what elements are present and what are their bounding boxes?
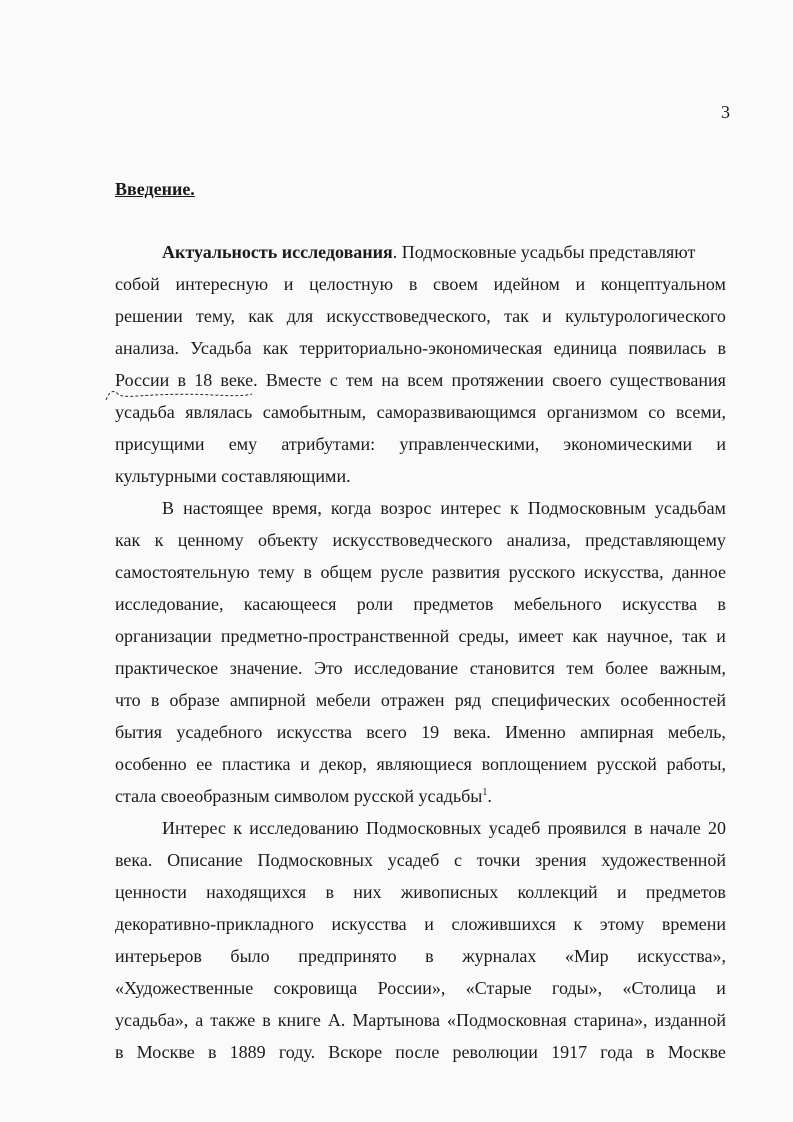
section-heading: Введение. — [115, 179, 195, 199]
word: и — [424, 914, 434, 934]
word: в — [262, 1010, 271, 1030]
word: века. — [115, 850, 153, 870]
word: «Художественные — [115, 978, 254, 998]
word: управленческими, — [399, 434, 540, 454]
word: а — [195, 1010, 204, 1030]
word: со — [648, 402, 666, 422]
word: веке. — [220, 370, 258, 390]
word: саморазвивающимся — [376, 402, 537, 422]
word: в — [303, 562, 312, 582]
word: «Подмосковная — [447, 1010, 567, 1030]
word: образе — [169, 690, 220, 710]
word: предпринято — [298, 946, 397, 966]
word: искусствоведческого, — [326, 306, 491, 326]
word: ампирная — [580, 722, 654, 742]
word: всего — [366, 722, 407, 742]
word: среды, — [458, 626, 509, 646]
word: экономическими — [563, 434, 693, 454]
word: искусствоведческого — [332, 530, 493, 550]
word: них — [353, 882, 382, 902]
word: являлась — [185, 402, 253, 422]
word: к — [510, 498, 519, 518]
paragraph — [115, 812, 726, 1068]
text-line — [115, 684, 726, 716]
word: искусства — [276, 722, 352, 742]
word: 1889 — [229, 1042, 266, 1062]
word: 1917 — [551, 1042, 588, 1062]
word: русле — [380, 562, 424, 582]
word: живописных — [400, 882, 499, 902]
word: становится — [469, 658, 555, 678]
word: особенно — [115, 754, 187, 774]
word: предметов — [413, 594, 494, 614]
word: «Столица — [622, 978, 696, 998]
text-line — [115, 1004, 726, 1036]
word: декоративно-прикладного — [115, 914, 314, 934]
word: интерес — [440, 498, 501, 518]
word: революции — [452, 1042, 538, 1062]
word: также — [210, 1010, 256, 1030]
word: усадьбам — [654, 498, 726, 518]
word: так — [682, 626, 708, 646]
word: изданной — [654, 1010, 726, 1030]
word: и — [575, 274, 586, 294]
word: являющиеся — [376, 754, 472, 774]
word: анализа, — [506, 530, 571, 550]
word: стала своеобразным символом русской усадьбы$^1$. — [115, 780, 497, 812]
word: «Мир — [565, 946, 609, 966]
word: для — [286, 306, 314, 326]
word: культурными составляющими. — [115, 466, 351, 486]
word: русской — [596, 754, 657, 774]
text-line — [115, 972, 726, 1004]
word: когда — [330, 498, 372, 518]
text-line — [115, 396, 726, 428]
word: Подмосковным — [527, 498, 646, 518]
word: и — [716, 434, 726, 454]
word: усадеб — [387, 850, 440, 870]
word: исследование — [354, 658, 459, 678]
word: и — [542, 306, 552, 326]
word: в — [325, 882, 334, 902]
text-line — [115, 780, 726, 812]
word: декор, — [319, 754, 367, 774]
word: как — [262, 338, 289, 358]
word: Москве — [136, 1042, 195, 1062]
text-line — [115, 268, 726, 300]
word: в — [717, 338, 726, 358]
word: ценности — [115, 882, 187, 902]
text-line — [115, 716, 726, 748]
word: времени — [661, 914, 726, 934]
word: «Старые — [465, 978, 532, 998]
word: воплощением — [481, 754, 588, 774]
word: предметов — [645, 882, 726, 902]
word: года — [600, 1042, 633, 1062]
word: с — [329, 370, 338, 390]
word: бытия — [115, 722, 163, 742]
word: России», — [377, 978, 446, 998]
word: как — [248, 306, 274, 326]
word: представляющему — [585, 530, 726, 550]
word: анализа. — [115, 338, 179, 358]
word: 19 — [421, 722, 440, 742]
word: годы», — [552, 978, 603, 998]
word: отражен — [380, 690, 445, 710]
word: в — [633, 818, 643, 838]
text-line — [115, 236, 726, 268]
word: году. — [278, 1042, 316, 1062]
word: Это — [314, 658, 343, 678]
word: в — [408, 274, 418, 294]
text-line — [115, 908, 726, 940]
word: как — [572, 626, 598, 646]
word: своего — [552, 370, 602, 390]
text-line — [115, 620, 726, 652]
word: Подмосковных — [257, 850, 374, 870]
word: территориально-экономическая — [299, 338, 543, 358]
word: касающееся — [243, 594, 337, 614]
word: искусства, — [583, 562, 664, 582]
word: и — [716, 978, 726, 998]
word: коллекций — [517, 882, 598, 902]
text-line — [115, 364, 726, 396]
footnote-reference[interactable]: 1 — [482, 787, 488, 798]
word: ценному — [177, 530, 244, 550]
word: научное, — [606, 626, 673, 646]
word: на — [381, 370, 400, 390]
word: А. — [327, 1010, 346, 1030]
word: находящихся — [206, 882, 307, 902]
word: и — [716, 626, 726, 646]
word: время, — [272, 498, 322, 518]
word: общем — [320, 562, 372, 582]
word: к — [233, 818, 242, 838]
word: старина», — [573, 1010, 648, 1030]
word: исследованию — [249, 818, 359, 838]
page-number: 3 — [721, 102, 730, 122]
word: особенностей — [620, 690, 726, 710]
word: работы, — [666, 754, 726, 774]
word: проявился — [547, 818, 627, 838]
word: и — [616, 882, 627, 902]
word: в — [646, 1042, 655, 1062]
word: точки — [476, 850, 521, 870]
word: данное — [672, 562, 726, 582]
word: искусства», — [637, 946, 726, 966]
word: интересную — [175, 274, 269, 294]
text-line — [115, 748, 726, 780]
word: было — [230, 946, 270, 966]
word: своем — [433, 274, 478, 294]
word: присущими — [115, 434, 205, 454]
paragraph — [115, 236, 726, 492]
word: усадьба», — [115, 1010, 189, 1030]
word: В — [162, 498, 175, 518]
word: так — [504, 306, 529, 326]
word: Москве — [667, 1042, 726, 1062]
word: в — [177, 370, 186, 390]
text-line — [115, 844, 726, 876]
word: ему — [228, 434, 258, 454]
word: века. — [453, 722, 491, 742]
word: возрос — [380, 498, 432, 518]
word: усадьба — [115, 402, 175, 422]
text-line — [115, 492, 726, 524]
word: как — [115, 530, 141, 550]
word: атрибутами: — [281, 434, 376, 454]
word: Подмосковных — [365, 818, 482, 838]
word: мебельного — [513, 594, 602, 614]
word: интерьеров — [115, 946, 202, 966]
word: искусства — [621, 594, 698, 614]
word: единица — [553, 338, 617, 358]
word: журналах — [462, 946, 537, 966]
word: 18 — [194, 370, 213, 390]
word: что — [115, 690, 141, 710]
word: сокровища — [273, 978, 358, 998]
word: в — [207, 1042, 217, 1062]
word: мебель, — [667, 722, 726, 742]
word: усадебного — [176, 722, 263, 742]
word: самостоятельную — [115, 562, 250, 582]
footnote-tail: . — [487, 786, 492, 806]
text-line — [115, 332, 726, 364]
paragraph — [115, 492, 726, 812]
word: специфических — [491, 690, 611, 710]
word: русского — [508, 562, 576, 582]
word: появилась — [628, 338, 707, 358]
word: сложившихся — [451, 914, 556, 934]
word: этому — [599, 914, 645, 934]
text-line — [115, 556, 726, 588]
word: идейном — [493, 274, 560, 294]
word: всем — [407, 370, 444, 390]
word: Именно — [505, 722, 566, 742]
text-line — [115, 460, 726, 492]
word: имеет — [518, 626, 564, 646]
word: в — [425, 946, 434, 966]
text-line — [115, 428, 726, 460]
word: решении — [115, 306, 183, 326]
text-line — [115, 588, 726, 620]
word: Мартынова — [352, 1010, 440, 1030]
body-text — [115, 236, 726, 1068]
word: тему — [258, 562, 295, 582]
word: Усадьба — [190, 338, 252, 358]
word: книге — [277, 1010, 321, 1030]
word: и — [283, 274, 294, 294]
word: развития — [432, 562, 501, 582]
word: Интерес — [162, 818, 226, 838]
word: культурологического — [565, 306, 726, 326]
word: мебели — [315, 690, 371, 710]
word: Вскоре — [328, 1042, 383, 1062]
word: организации — [115, 626, 212, 646]
text-line — [115, 524, 726, 556]
word: тему, — [196, 306, 235, 326]
word: в — [150, 690, 160, 710]
word: существования — [609, 370, 726, 390]
word: к — [154, 530, 164, 550]
word: начале — [649, 818, 701, 838]
word: зрения — [534, 850, 587, 870]
word: художественной — [601, 850, 726, 870]
word: значение. — [229, 658, 303, 678]
word: объекту — [257, 530, 319, 550]
word: целостную — [309, 274, 394, 294]
word: 20 — [707, 818, 726, 838]
text-line — [115, 300, 726, 332]
word: более — [605, 658, 649, 678]
word: тем — [566, 658, 594, 678]
text-line — [115, 940, 726, 972]
text-line — [115, 876, 726, 908]
word: исследование, — [115, 594, 224, 614]
word: пластика — [221, 754, 291, 774]
word: самобытным, — [262, 402, 367, 422]
word: Актуальность исследования — [162, 242, 393, 262]
word: концептуальном — [600, 274, 726, 294]
word: практическое — [115, 658, 219, 678]
word: роли — [356, 594, 394, 614]
text-line — [115, 812, 726, 844]
word: ее — [196, 754, 213, 774]
word: искусства — [331, 914, 407, 934]
word: в — [115, 1042, 124, 1062]
word: после — [395, 1042, 440, 1062]
word: организмом — [546, 402, 638, 422]
word: Описание — [167, 850, 243, 870]
word: России — [115, 370, 170, 390]
word: в — [717, 594, 726, 614]
word: всеми, — [675, 402, 726, 422]
word: протяжении — [451, 370, 544, 390]
word: тем — [345, 370, 374, 390]
text-line — [115, 1036, 726, 1068]
word: важным, — [659, 658, 726, 678]
word: к — [573, 914, 583, 934]
text-line — [115, 652, 726, 684]
word: . Подмосковные усадьбы представляют — [392, 242, 696, 262]
word: ряд — [454, 690, 482, 710]
word: с — [453, 850, 462, 870]
word: собой — [115, 274, 160, 294]
word: предметно-пространственной — [220, 626, 450, 646]
word: и — [300, 754, 310, 774]
word: усадеб — [488, 818, 541, 838]
word: ампирной — [229, 690, 306, 710]
word: настоящее — [183, 498, 264, 518]
word: Вместе — [265, 370, 322, 390]
